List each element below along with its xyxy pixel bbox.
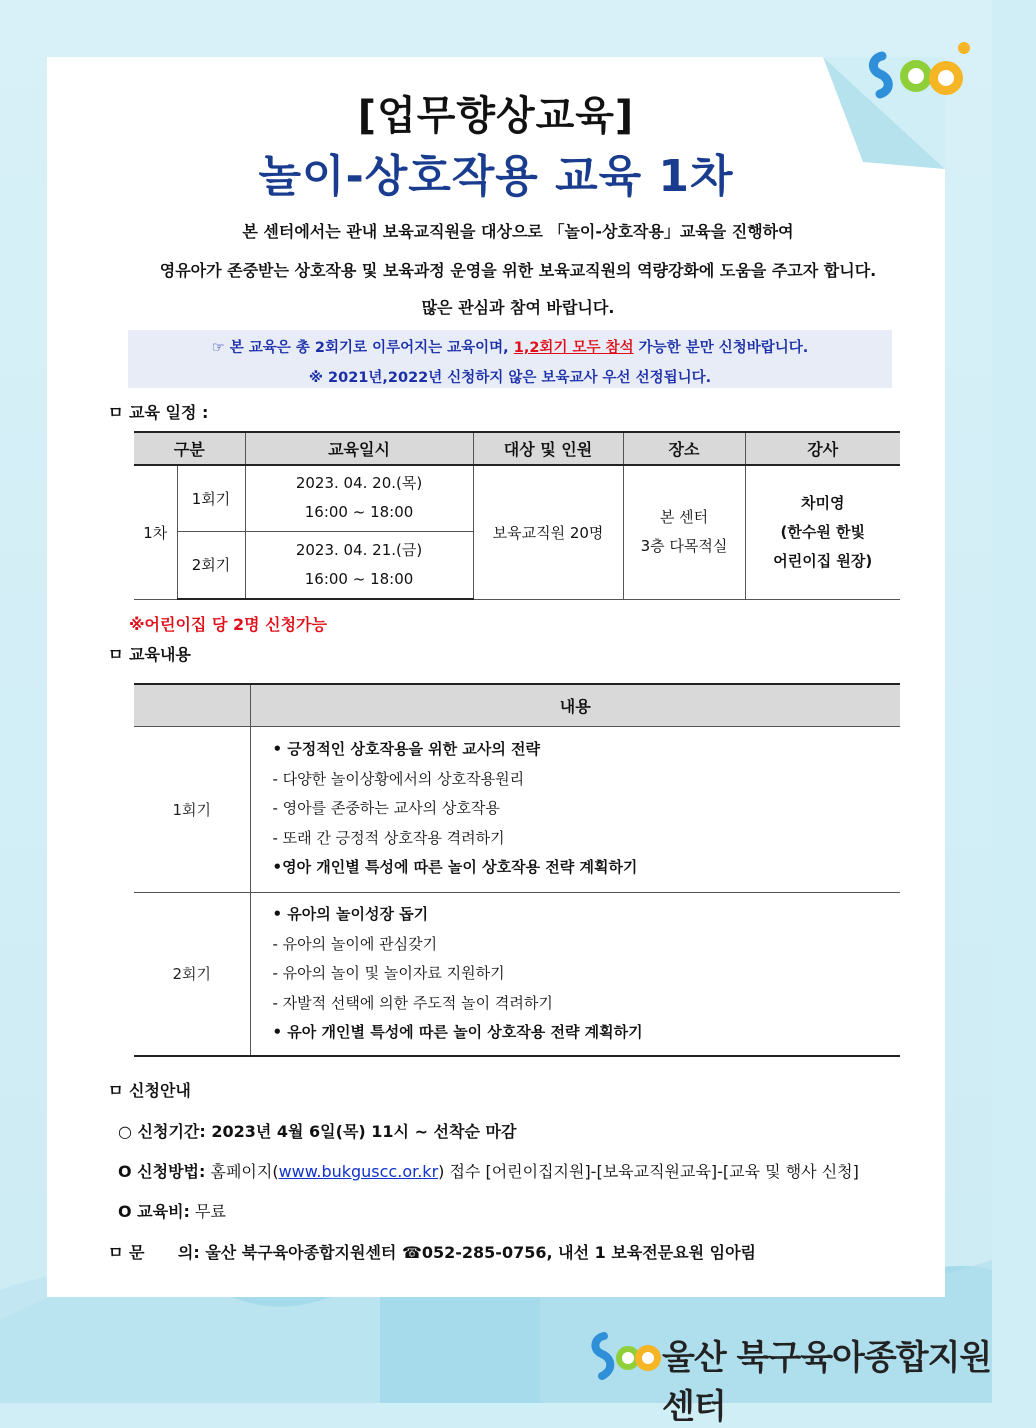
schedule-session-1-datetime [245,465,473,531]
intro-line-3: 많은 관심과 참여 바랍니다. [421,298,615,317]
list-item: • 유아의 놀이성장 돕기 [272,905,429,923]
list-item: - 또래 간 긍정적 상호작용 격려하기 [272,828,505,847]
session-2-date: 2023. 04. 21.(금) [295,540,423,559]
apply-fee [118,1199,226,1222]
apply-method [118,1159,859,1182]
instructor-line-2: (한수원 한빛 [780,522,866,541]
footer-org-name: 울산 북구육아종합지원센터 [662,1338,992,1427]
schedule-instructor [745,465,900,599]
schedule-round: 1차 [134,465,177,599]
content-session-1-items [250,726,900,892]
schedule-header-category: 구분 [134,432,245,465]
schedule-place [623,465,745,599]
schedule-header-place: 장소 [623,432,745,465]
instructor-line-1: 차미영 [801,493,845,512]
notice-prefix: ☞ 본 교육은 총 2회기로 이루어지는 교육이며, [211,340,514,356]
apply-period: ○ 신청기간: 2023년 4월 6일(목) 11시 ~ 선착순 마감 [118,1122,517,1141]
apply-method-prefix: 홈페이지( [205,1162,279,1181]
paper-sheet [47,57,945,1297]
content-section-title: ㅁ 교육내용 [108,645,191,664]
place-line-1: 본 센터 [659,508,709,527]
schedule-header-target: 대상 및 인원 [473,432,623,465]
content-table [134,683,900,1057]
list-item: - 영아를 존중하는 교사의 상호작용 [272,799,500,818]
list-item: - 유아의 놀이에 관심갖기 [272,934,438,953]
schedule-session-2-label: 2회기 [177,531,245,599]
list-item: - 다양한 놀이상황에서의 상호작용원리 [272,769,525,788]
intro-line-1: 본 센터에서는 관내 보육교직원을 대상으로 「놀이-상호작용」교육을 진행하여 [242,222,794,241]
intro-line-2: 영유아가 존중받는 상호작용 및 보육과정 운영을 위한 보육교직원의 역량강화에 도움을 주고자 합니다. [159,261,877,280]
session-1-date: 2023. 04. 20.(목) [295,474,423,493]
notice-suffix: 가능한 분만 신청바랍니다. [633,340,809,356]
schedule-header-datetime: 교육일시 [245,432,473,465]
list-item: - 유아의 놀이 및 놀이자료 지원하기 [272,964,505,982]
content-session-2-label: 2회기 [134,892,250,1056]
apply-section-title: ㅁ 신청안내 [108,1081,191,1100]
list-item: - 자발적 선택에 의한 주도적 놀이 격려하기 [272,993,553,1012]
notice-line-2: ※ 2021년,2022년 신청하지 않은 보육교사 우선 선정됩니다. [308,370,712,386]
session-2-time: 16:00 ~ 18:00 [304,569,414,588]
apply-method-label: O 신청방법: [118,1162,206,1181]
content-header-blank [134,684,250,726]
schedule-table [134,431,900,600]
content-session-1-label: 1회기 [134,726,250,892]
homepage-link[interactable]: www.bukguscc.or.kr [278,1162,439,1181]
schedule-session-1-label: 1회기 [177,465,245,531]
place-line-2: 3층 다목적실 [640,537,728,556]
apply-method-suffix: ) 접수 [어린이집지원]-[보육교직원교육]-[교육 및 행사 신청] [438,1162,859,1181]
content-header: 내용 [250,684,900,726]
list-item: • 유아 개인별 특성에 따른 놀이 상호작용 전략 계획하기 [272,1023,643,1041]
schedule-section-title: ㅁ 교육 일정 : [108,403,209,422]
page-title-category: [업무향상교육] [357,93,635,139]
schedule-note: ※어린이집 당 2명 신청가능 [129,615,327,634]
apply-fee-label: O 교육비: [118,1202,190,1221]
schedule-target: 보육교직원 20명 [473,465,623,599]
contact-line: ㅁ 문 의: 울산 북구육아종합지원센터 ☎052-285-0756, 내선 1 보육전문요원 임아림 [108,1243,756,1262]
schedule-session-2-datetime [245,531,473,599]
list-item: •영아 개인별 특성에 따른 놀이 상호작용 전략 계획하기 [272,858,638,877]
page-title: 놀이-상호작용 교육 1차 [258,151,734,202]
notice-highlight: 1,2회기 모두 참석 [513,340,634,356]
apply-fee-value: 무료 [189,1202,226,1221]
list-item: • 긍정적인 상호작용을 위한 교사의 전략 [272,740,541,759]
content-session-2-items [250,892,900,1056]
instructor-line-3: 어린이집 원장) [773,551,873,570]
schedule-header-instructor: 강사 [745,432,900,465]
notice-line-1 [128,336,892,357]
session-1-time: 16:00 ~ 18:00 [304,503,414,522]
